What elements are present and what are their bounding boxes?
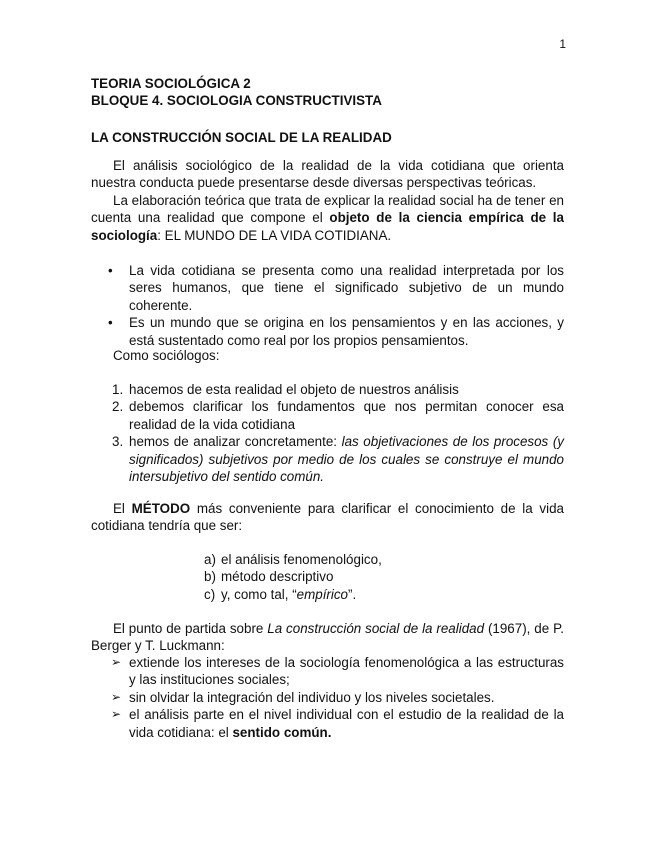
arrow-item-3	[91, 706, 564, 741]
starting-point-pre: El punto de partida sobre	[113, 621, 268, 636]
intro-paragraph-1: El análisis sociológico de la realidad de la vida cotidiana que orienta nuestra conducta puede presentarse desde diversas perspectivas teóricas.	[91, 158, 564, 191]
bullet-marker: •	[108, 315, 113, 331]
numbered-item-1	[91, 381, 564, 398]
block-title: BLOQUE 4. SOCIOLOGIA CONSTRUCTIVISTA	[91, 93, 382, 108]
method-option-b	[204, 568, 382, 585]
method-option-a	[204, 551, 382, 568]
method-emphasis: MÉTODO	[131, 501, 191, 516]
numbered-item-3	[91, 433, 564, 485]
method-pre: El	[113, 501, 132, 516]
numbered-item-2	[91, 398, 564, 433]
method-option-c-tail: ”.	[348, 586, 357, 602]
numbered-item-2-text: debemos clarificar los fundamentos que nos permitan conocer esa realidad de la vida cotidiana	[129, 399, 564, 432]
starting-point-post: (1967), de P. Berger y T. Luckmann:	[91, 621, 564, 654]
bullet-list	[91, 262, 564, 349]
arrow-bullet-icon: ➢	[111, 655, 122, 669]
arrow-item-3-text: el análisis parte en el nivel individual con el estudio de la realidad de la vida cotidiana: el	[129, 707, 564, 740]
arrow-item-1-text: extiende los intereses de la sociología fenomenológica a las estructuras y las instituciones sociales;	[129, 655, 564, 688]
bullet-item-text: Es un mundo que se origina en los pensamientos y en las acciones, y está sustentado como real por los propios pensamientos.	[129, 315, 564, 348]
method-option-c	[204, 586, 382, 603]
bullet-item	[91, 262, 564, 314]
numbered-item-3-italic: las objetivaciones de los procesos (y significados) subjetivos por medio de los cuales se construye el mundo intersubjetivo del sentido común.	[129, 434, 564, 485]
arrow-item-2	[91, 689, 564, 706]
method-paragraph	[91, 500, 564, 535]
method-post: más conveniente para clarificar el conocimiento de la vida cotidiana tendría que ser:	[91, 501, 564, 534]
number-marker: 3.	[112, 434, 124, 450]
bullet-item	[91, 314, 564, 349]
option-marker: b)	[204, 569, 216, 585]
method-options-list	[204, 551, 382, 603]
bullet-item-text: La vida cotidiana se presenta como una realidad interpretada por los seres humanos, que tiene el significado subjetivo de un mundo coherente.	[129, 263, 564, 313]
numbered-item-3-text: hemos de analizar concretamente:	[129, 434, 342, 450]
intro-paragraph-2-tail: : EL MUNDO DE LA VIDA COTIDIANA.	[157, 227, 392, 243]
method-option-c-italic: empírico	[296, 586, 349, 602]
book-title: La construcción social de la realidad	[267, 621, 485, 636]
number-marker: 2.	[112, 399, 124, 415]
option-marker: c)	[204, 586, 216, 602]
intro-paragraph-2	[91, 192, 564, 244]
arrow-bullet-icon: ➢	[111, 707, 122, 722]
numbered-list	[91, 381, 564, 485]
document-header	[91, 75, 382, 109]
page-number: 1	[559, 37, 566, 51]
arrow-item-1	[91, 654, 564, 689]
numbered-item-1-text: hacemos de esta realidad el objeto de nuestros análisis	[129, 382, 459, 397]
section-title: LA CONSTRUCCIÓN SOCIAL DE LA REALIDAD	[91, 130, 392, 145]
arrow-item-2-text: sin olvidar la integración del individuo y los niveles societales.	[129, 689, 495, 705]
option-marker: a)	[204, 552, 216, 567]
method-option-b-text: método descriptivo	[221, 569, 334, 585]
method-option-a-text: el análisis fenomenológico,	[221, 552, 382, 567]
intro-paragraph-2-text: La elaboración teórica que trata de explicar la realidad social ha de tener en cuenta una realidad que compone el	[91, 192, 564, 226]
document-page	[91, 0, 564, 848]
intro-paragraph-2-emphasis: objeto de la ciencia empírica de la sociología	[91, 210, 564, 243]
number-marker: 1.	[112, 382, 124, 397]
arrow-item-3-emphasis: sentido común.	[232, 724, 332, 740]
course-title: TEORIA SOCIOLÓGICA 2	[91, 76, 251, 91]
method-option-c-text: y, como tal, “	[221, 586, 297, 602]
bullet-marker: •	[108, 263, 113, 278]
arrow-bullet-icon: ➢	[111, 689, 122, 704]
starting-point-paragraph	[91, 620, 564, 655]
intro-section	[91, 157, 564, 244]
sociologists-intro: Como sociólogos:	[113, 348, 220, 363]
arrow-list	[91, 654, 564, 741]
